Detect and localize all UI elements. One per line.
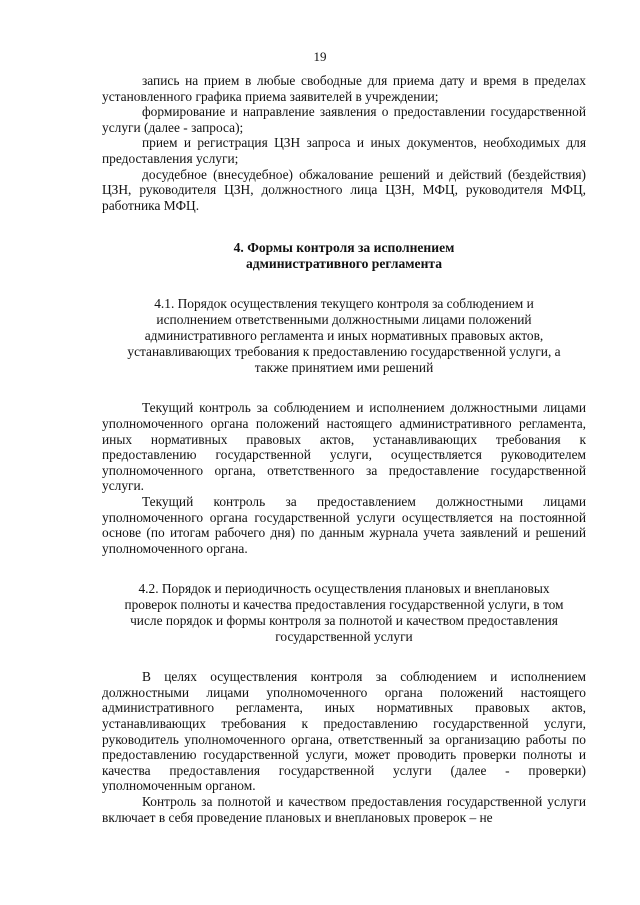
section-4-1-title-line: устанавливающих требования к предоставлению государственной услуги, а — [127, 344, 561, 360]
section-4-2-title-line: 4.2. Порядок и периодичность осуществления плановых и внеплановых — [138, 581, 550, 597]
section-4-2-paragraph-1: В целях осуществления контроля за соблюдением и исполнением должностными лицами уполномоченного органа положений настоящего административного регламента, иных нормативных правовых актов, устанавливающих требования к предоставлению государственной услуги, руководитель уполномоченного органа, ответственный за организацию работы по предоставлению государственной услуги, может проводить проверки полноты и качества предоставления государственной услуги (далее - проверки) уполномоченным органом. — [102, 669, 586, 794]
section-4-2-title-line: проверок полноты и качества предоставления государственной услуги, в том — [124, 597, 564, 613]
document-body — [102, 73, 586, 825]
section-4-2-paragraph-2: Контроль за полнотой и качеством предоставления государственной услуги включает в себя проведение плановых и внеплановых проверок – не — [102, 794, 586, 825]
section-4-1-title — [102, 296, 586, 376]
section-4-1-title-line: административного регламента и иных нормативных правовых актов, — [144, 328, 544, 344]
intro-paragraph-1: запись на прием в любые свободные для приема дату и время в пределах установленного графика приема заявителей в учреждении; — [102, 73, 586, 104]
intro-paragraph-3: прием и регистрация ЦЗН запроса и иных документов, необходимых для предоставления услуги; — [102, 135, 586, 166]
section-4-title-line-1: 4. Формы контроля за исполнением — [233, 240, 455, 256]
section-4-title — [102, 240, 586, 272]
section-4-1-title-line: 4.1. Порядок осуществления текущего контроля за соблюдением и — [154, 296, 534, 312]
section-4-2-title-line: числе порядок и формы контроля за полнотой и качеством предоставления — [130, 613, 558, 629]
section-4-1-paragraph-1: Текущий контроль за соблюдением и исполнением должностными лицами уполномоченного органа положений настоящего административного регламента, иных нормативных правовых актов, устанавливающих требования к предоставлению государственной услуги, осуществляется руководителем уполномоченного органа, ответственного за предоставление государственной услуги. — [102, 400, 586, 494]
section-4-1-paragraph-2: Текущий контроль за предоставлением должностными лицами уполномоченного органа государственной услуги осуществляется на постоянной основе (по итогам рабочего дня) по данным журнала учета заявлений и решений уполномоченного органа. — [102, 493, 586, 556]
section-4-2-title — [102, 581, 586, 645]
section-4-2-title-line: государственной услуги — [275, 629, 413, 645]
section-4-1-title-line: также принятием ими решений — [254, 360, 434, 376]
page-number: 19 — [313, 49, 327, 64]
section-4-1-title-line: исполнением ответственными должностными лицами положений — [156, 312, 532, 328]
section-4-title-line-2: административного регламента — [245, 256, 443, 272]
intro-paragraph-4: досудебное (внесудебное) обжалование решений и действий (бездействия) ЦЗН, руководителя ЦЗН, должностного лица ЦЗН, МФЦ, руководителя МФЦ, работника МФЦ. — [102, 166, 586, 213]
intro-paragraph-2: формирование и направление заявления о предоставлении государственной услуги (далее - запроса); — [102, 104, 586, 135]
